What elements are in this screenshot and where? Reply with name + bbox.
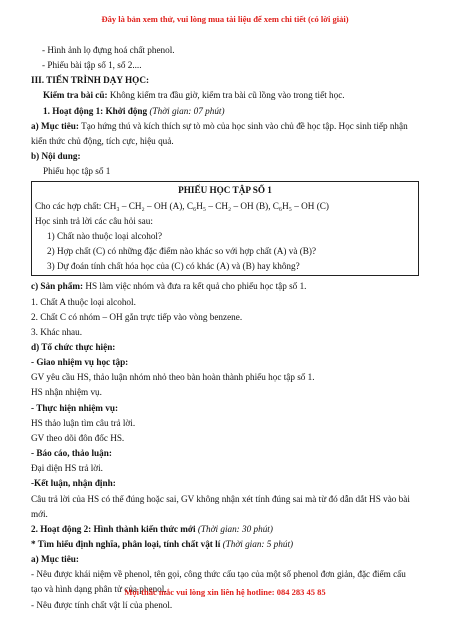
report-label: - Báo cáo, thảo luận: — [31, 448, 112, 459]
activity1-heading — [31, 104, 419, 119]
activity2-goal-item: - Nêu được tính chất vật lí của phenol. — [31, 599, 173, 610]
preview-notice-banner: Đây là bản xem thử, vui lòng mua tài liệu để xem chi tiết (có lời giải) — [101, 14, 349, 24]
do-text: GV theo dõi đôn đốc HS. — [31, 432, 125, 443]
check-label: Kiểm tra bài cũ: — [43, 90, 108, 101]
product — [31, 279, 419, 294]
worksheet-question: 3) Dự đoán tính chất hóa học của (C) có khác (A) và (B) hay không? — [47, 261, 300, 272]
worksheet-question: 1) Chất nào thuộc loại alcohol? — [47, 230, 163, 241]
check-text: Không kiểm tra đầu giờ, kiểm tra bài cũ lồng vào trong tiết học. — [107, 90, 345, 101]
product-text: HS làm việc nhóm và đưa ra kết quả cho phiếu học tập số 1. — [83, 281, 307, 292]
lesson-document — [31, 43, 419, 613]
accept-text: HS nhận nhiệm vụ. — [31, 387, 102, 398]
worksheet-compounds — [35, 199, 415, 214]
compound-b: C₆H₅ – CH₂ – OH (B), — [186, 200, 273, 211]
activity2-goal-item: - Nêu được khái niệm về phenol, tên gọi, công thức cấu tạo của một số phenol đơn giản, đặc điểm cấu tạo và hình dạng phân tử của phenol. — [31, 569, 406, 595]
activity2-heading — [31, 522, 419, 537]
activity2-time: (Thời gian: 30 phút) — [195, 523, 273, 534]
worksheet-box — [31, 181, 419, 276]
conclude-text: Câu trả lời của HS có thể đúng hoặc sai, GV không nhận xét tính đúng sai mà từ đó dẫn dắt HS vào bài mới. — [31, 493, 410, 519]
compound-a: CH₃ – CH₂ – OH (A), — [103, 200, 187, 211]
content-text: Phiếu học tập số 1 — [43, 166, 111, 177]
assign-label: - Giao nhiệm vụ học tập: — [31, 357, 129, 368]
answer-item: 2. Chất C có nhóm – OH gắn trực tiếp vào vòng benzene. — [31, 311, 243, 322]
goal-text: Tạo hứng thú và kích thích sự tò mò của học sinh vào chủ đề học tập. Học sinh tiếp nhận kiến thức chủ động, tích cực, hiệu quả. — [31, 120, 408, 146]
old-lesson-check — [31, 88, 419, 103]
worksheet-ask: Học sinh trả lời các câu hỏi sau: — [35, 215, 153, 226]
activity2-goal-label: a) Mục tiêu: — [31, 554, 79, 565]
materials-item: - Hình ảnh lọ đựng hoá chất phenol. — [42, 45, 175, 55]
worksheet-title: PHIẾU HỌC TẬP SỐ 1 — [178, 185, 272, 196]
section-heading: III. TIẾN TRÌNH DẠY HỌC: — [31, 75, 150, 86]
conclude-label: -Kết luận, nhận định: — [31, 478, 116, 489]
do-text: HS thảo luận tìm câu trả lời. — [31, 417, 136, 428]
product-label: c) Sản phẩm: — [31, 281, 84, 292]
assign-text: GV yêu cầu HS, thảo luận nhóm nhỏ theo bàn hoàn thành phiếu học tập số 1. — [31, 372, 315, 383]
activity1-goal — [31, 119, 419, 149]
report-text: Đại diện HS trả lời. — [31, 463, 103, 474]
activity2-title: 2. Hoạt động 2: Hình thành kiến thức mới — [31, 523, 196, 534]
goal-label: a) Mục tiêu: — [31, 120, 79, 131]
organization-label: d) Tổ chức thực hiện: — [31, 341, 116, 352]
activity1-title: 1. Hoạt động 1: Khởi động — [43, 105, 148, 116]
activity2-sub-heading — [31, 537, 419, 552]
answer-item: 3. Khác nhau. — [31, 326, 83, 337]
content-label: b) Nội dung: — [31, 151, 81, 162]
compounds-intro: Cho các hợp chất: — [35, 200, 104, 211]
answer-item: 1. Chất A thuộc loại alcohol. — [31, 296, 136, 307]
sub-heading-time: (Thời gian: 5 phút) — [220, 539, 294, 549]
materials-item: - Phiếu bài tập số 1, số 2.... — [42, 60, 142, 71]
sub-heading-text: * Tìm hiểu định nghĩa, phân loại, tính chất vật lí — [31, 539, 221, 549]
do-label: - Thực hiện nhiệm vụ: — [31, 402, 119, 413]
worksheet-question: 2) Hợp chất (C) có những đặc điểm nào khác so với hợp chất (A) và (B)? — [47, 246, 317, 257]
activity1-time: (Thời gian: 07 phút) — [147, 105, 225, 116]
compound-c: C₆H₅ – OH (C) — [272, 200, 329, 211]
hotline-footer-banner: Mọi thắc mắc vui lòng xin liên hệ hotline: 084 283 45 85 — [124, 587, 326, 597]
